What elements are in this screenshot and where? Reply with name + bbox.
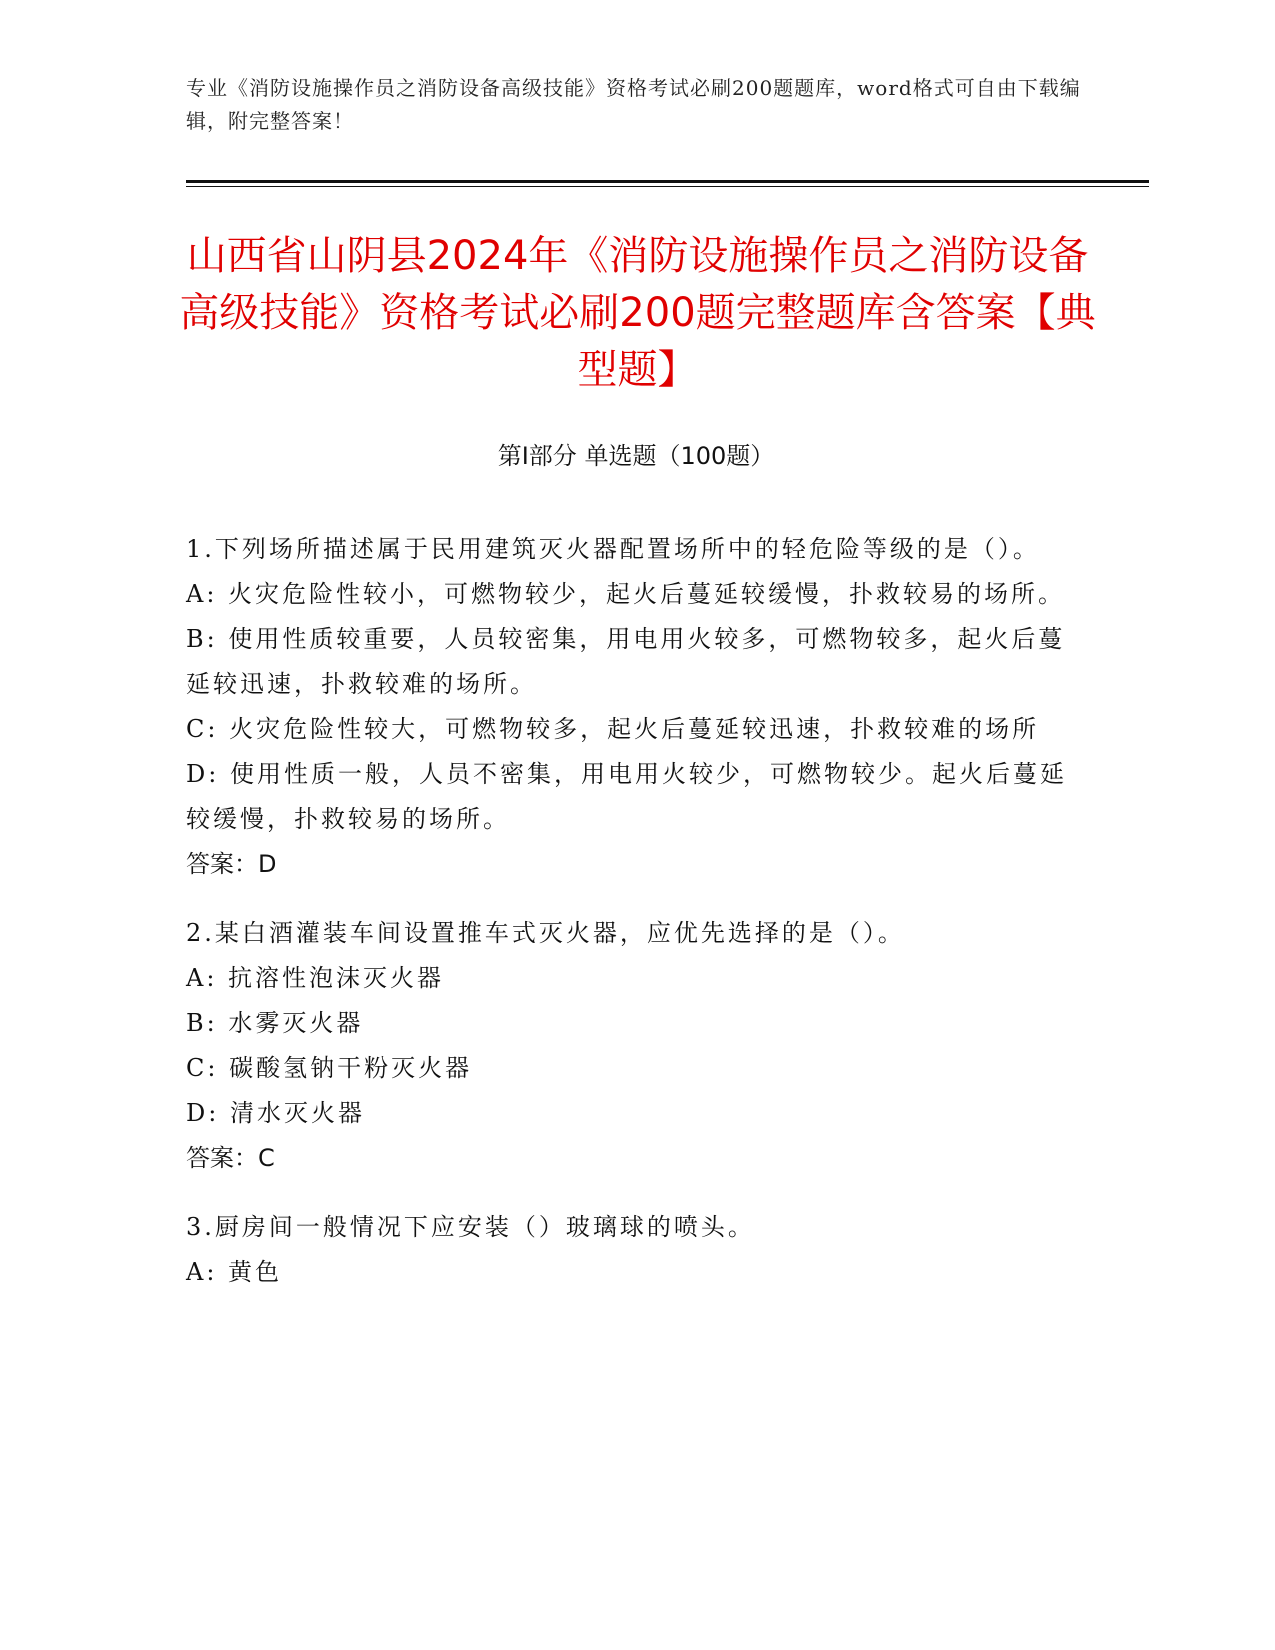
question-2 [186,911,1086,1181]
option-c: C: 火灾危险性较大，可燃物较多，起火后蔓延较迅速，扑救较难的场所 [186,715,1040,743]
option-d: D: 清水灭火器 [186,1099,365,1127]
question-3 [186,1205,1086,1295]
question-stem: 2.某白酒灌装车间设置推车式灭火器，应优先选择的是（）。 [186,919,905,947]
option-a: A: 抗溶性泡沫灭火器 [186,964,445,992]
question-stem: 3.厨房间一般情况下应安装（）玻璃球的喷头。 [186,1213,755,1241]
header-rule-thick [186,180,1149,183]
question-1 [186,527,1086,887]
document-title: 山西省山阴县2024年《消防设施操作员之消防设备高级技能》资格考试必刷200题完整题库含答案【典型题】 [179,233,1096,393]
option-d: D: 使用性质一般，人员不密集，用电用火较少，可燃物较少。起火后蔓延较缓慢，扑救较易的场所。 [186,760,1067,833]
header-note: 专业《消防设施操作员之消防设备高级技能》资格考试必刷200题题库，word格式可自由下载编辑，附完整答案！ [186,76,1081,133]
option-a: A: 黄色 [186,1258,283,1286]
question-list [186,527,1086,1319]
answer-line: 答案：D [186,850,277,878]
section-title: 第I部分 单选题（100题） [497,442,775,470]
option-b: B: 使用性质较重要，人员较密集，用电用火较多，可燃物较多，起火后蔓延较迅速，扑救较难的场所。 [186,625,1066,698]
option-c: C: 碳酸氢钠干粉灭火器 [186,1054,473,1082]
header-rule-thin [186,186,1149,187]
answer-line: 答案：C [186,1144,275,1172]
option-a: A: 火灾危险性较小，可燃物较少，起火后蔓延较缓慢，扑救较易的场所。 [186,580,1066,608]
option-b: B: 水雾灭火器 [186,1009,364,1037]
question-stem: 1.下列场所描述属于民用建筑灭火器配置场所中的轻危险等级的是（）。 [186,535,1040,563]
